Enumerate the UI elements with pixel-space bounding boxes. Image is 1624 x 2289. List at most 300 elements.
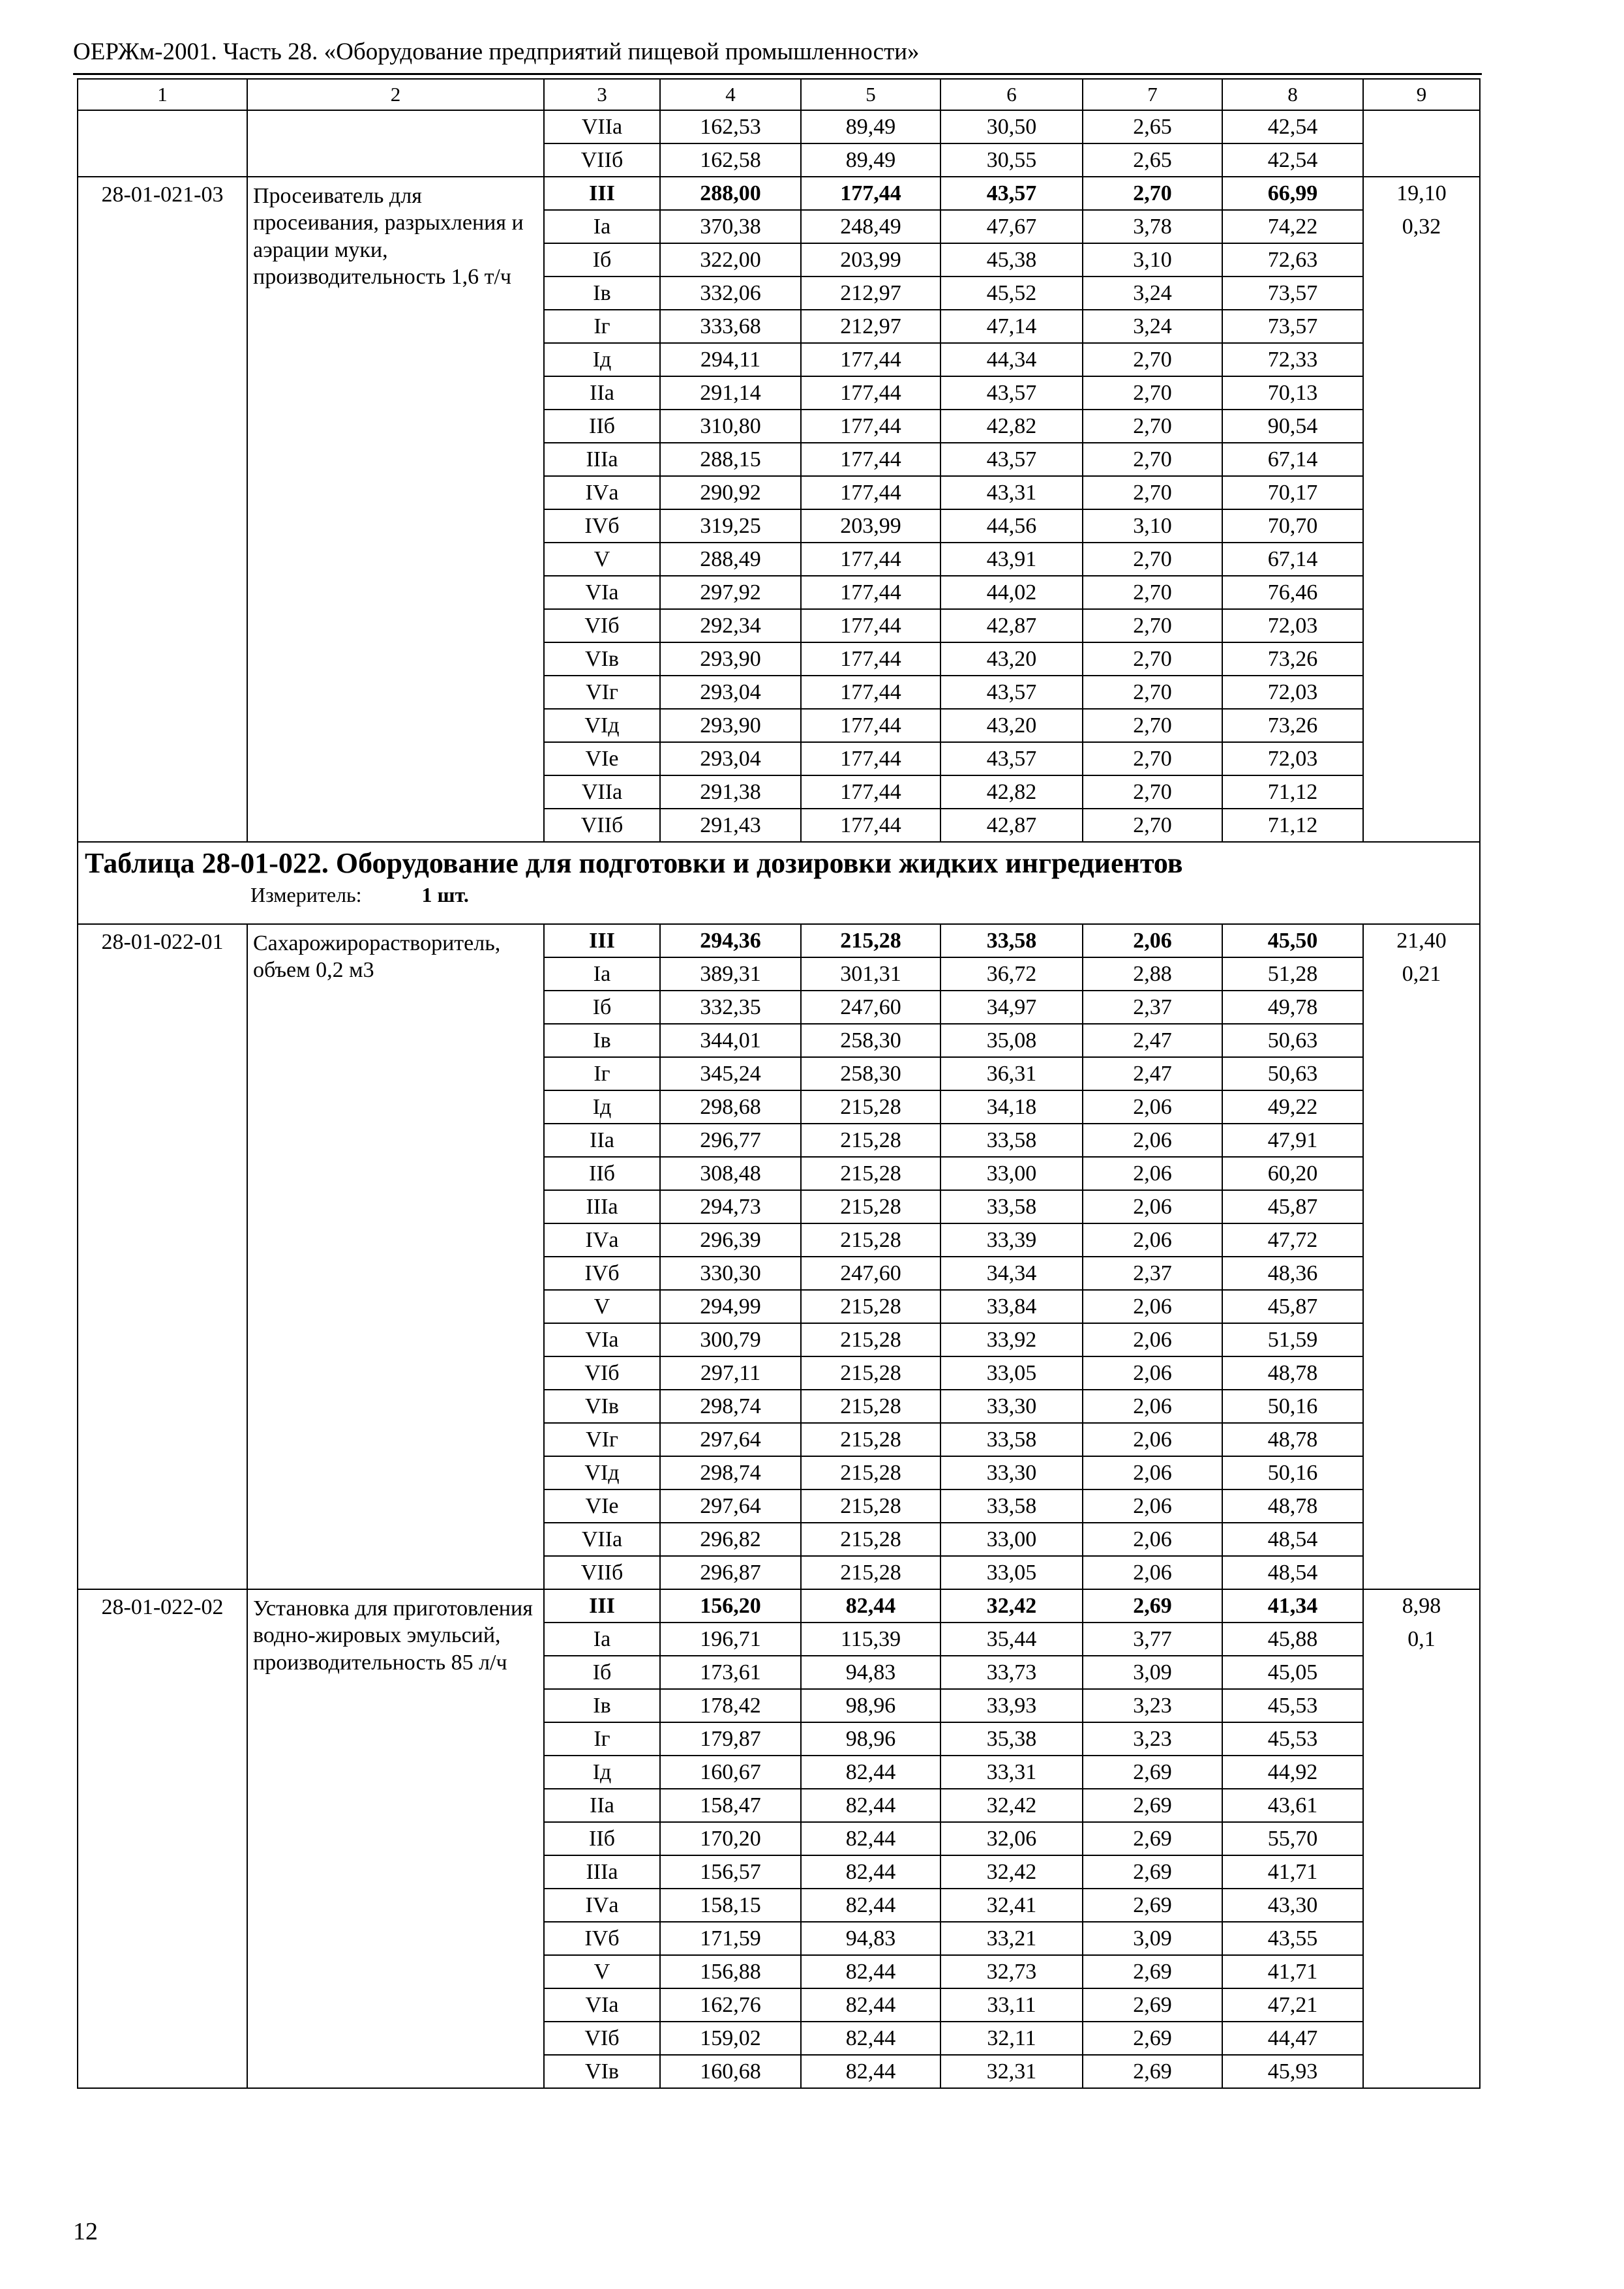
value-cell: 2,65 [1083,110,1222,143]
value-cell: 2,06 [1083,1556,1222,1589]
col9-cell [1363,1489,1480,1523]
value-cell: 49,78 [1222,991,1363,1024]
value-cell: 173,61 [660,1656,801,1689]
value-cell: 32,41 [940,1889,1083,1922]
value-cell: 2,06 [1083,1523,1222,1556]
region-code-cell: V [544,1955,660,1988]
value-cell: 332,06 [660,277,801,310]
region-code-cell: IIIа [544,1190,660,1223]
value-cell: 389,31 [660,957,801,991]
col9-cell [1363,410,1480,443]
item-code: 28-01-022-01 [78,924,247,1589]
value-cell: 47,67 [940,210,1083,243]
value-cell: 42,82 [940,775,1083,809]
col9-cell [1363,1124,1480,1157]
value-cell: 36,72 [940,957,1083,991]
value-cell: 71,12 [1222,775,1363,809]
value-cell: 177,44 [801,343,940,376]
col9-cell [1363,1523,1480,1556]
value-cell: 94,83 [801,1656,940,1689]
value-cell: 45,53 [1222,1689,1363,1722]
value-cell: 2,70 [1083,443,1222,476]
col9-cell [1363,1024,1480,1057]
value-cell: 177,44 [801,775,940,809]
region-code-cell: VIа [544,1988,660,2022]
page-number: 12 [73,2218,98,2245]
value-cell: 43,20 [940,642,1083,676]
page-header: ОЕРЖм-2001. Часть 28. «Оборудование предприятий пищевой промышленности» [73,38,920,65]
region-code-cell: Iг [544,1722,660,1756]
value-cell: 3,24 [1083,310,1222,343]
code-cell [78,110,247,177]
region-code-cell: IIб [544,410,660,443]
value-cell: 82,44 [801,1855,940,1889]
value-cell: 42,54 [1222,110,1363,143]
value-cell: 33,30 [940,1456,1083,1489]
region-code-cell: VIIа [544,775,660,809]
value-cell: 98,96 [801,1689,940,1722]
value-cell: 203,99 [801,509,940,543]
value-cell: 60,20 [1222,1157,1363,1190]
col9-cell [1363,443,1480,476]
col9-cell [1363,1955,1480,1988]
value-cell: 48,54 [1222,1523,1363,1556]
region-code-cell: VIIа [544,1523,660,1556]
region-code-cell: Iа [544,957,660,991]
section-header [78,842,1480,924]
value-cell: 2,69 [1083,1889,1222,1922]
col9-cell [1363,1789,1480,1822]
value-cell: 44,47 [1222,2022,1363,2055]
col9-cell [1363,1190,1480,1223]
value-cell: 33,58 [940,924,1083,957]
region-code-cell: Iб [544,243,660,277]
value-cell: 33,05 [940,1556,1083,1589]
value-cell: 297,64 [660,1423,801,1456]
value-cell: 43,31 [940,476,1083,509]
value-cell: 35,38 [940,1722,1083,1756]
table-row [78,110,1480,143]
value-cell: 34,18 [940,1090,1083,1124]
value-cell: 2,70 [1083,742,1222,775]
value-cell: 332,35 [660,991,801,1024]
value-cell: 2,69 [1083,1822,1222,1855]
value-cell: 41,71 [1222,1855,1363,1889]
col9-cell [1363,243,1480,277]
value-cell: 177,44 [801,410,940,443]
value-cell: 297,64 [660,1489,801,1523]
value-cell: 33,93 [940,1689,1083,1722]
region-code-cell: VIIа [544,110,660,143]
value-cell: 215,28 [801,1456,940,1489]
col9-cell: 0,32 [1363,210,1480,243]
col9-cell [1363,110,1480,143]
col9-cell [1363,1556,1480,1589]
col9-cell [1363,310,1480,343]
value-cell: 2,70 [1083,576,1222,609]
value-cell: 2,47 [1083,1057,1222,1090]
column-number: 3 [544,79,660,110]
value-cell: 178,42 [660,1689,801,1722]
value-cell: 162,58 [660,143,801,177]
value-cell: 42,87 [940,609,1083,642]
col9-cell [1363,376,1480,410]
region-code-cell: V [544,1290,660,1323]
value-cell: 32,73 [940,1955,1083,1988]
value-cell: 33,58 [940,1124,1083,1157]
value-cell: 33,58 [940,1489,1083,1523]
value-cell: 215,28 [801,1489,940,1523]
value-cell: 177,44 [801,809,940,842]
region-code-cell: IVа [544,1889,660,1922]
value-cell: 294,99 [660,1290,801,1323]
value-cell: 45,52 [940,277,1083,310]
value-cell: 2,70 [1083,410,1222,443]
value-cell: 32,42 [940,1589,1083,1623]
column-number: 9 [1363,79,1480,110]
col9-cell [1363,2055,1480,2088]
region-code-cell: VIг [544,676,660,709]
value-cell: 215,28 [801,1356,940,1390]
value-cell: 2,70 [1083,376,1222,410]
value-cell: 50,16 [1222,1390,1363,1423]
column-number: 7 [1083,79,1222,110]
value-cell: 293,90 [660,709,801,742]
item-name: Просеиватель для просеивания, разрыхления и аэрации муки, производительность 1,6 т/ч [247,177,544,842]
value-cell: 293,04 [660,742,801,775]
value-cell: 294,36 [660,924,801,957]
value-cell: 41,71 [1222,1955,1363,1988]
value-cell: 98,96 [801,1722,940,1756]
value-cell: 215,28 [801,1423,940,1456]
value-cell: 2,69 [1083,1756,1222,1789]
value-cell: 2,06 [1083,1456,1222,1489]
col9-cell [1363,509,1480,543]
value-cell: 177,44 [801,177,940,210]
value-cell: 33,58 [940,1423,1083,1456]
value-cell: 33,39 [940,1223,1083,1257]
value-cell: 162,76 [660,1988,801,2022]
column-number: 5 [801,79,940,110]
value-cell: 2,06 [1083,1157,1222,1190]
col9-cell [1363,642,1480,676]
value-cell: 162,53 [660,110,801,143]
value-cell: 36,31 [940,1057,1083,1090]
region-code-cell: VIг [544,1423,660,1456]
column-number: 8 [1222,79,1363,110]
value-cell: 47,72 [1222,1223,1363,1257]
value-cell: 50,63 [1222,1024,1363,1057]
region-code-cell: VIIб [544,1556,660,1589]
value-cell: 301,31 [801,957,940,991]
value-cell: 215,28 [801,1190,940,1223]
col9-cell [1363,1223,1480,1257]
value-cell: 293,04 [660,676,801,709]
value-cell: 215,28 [801,1223,940,1257]
col9-cell [1363,543,1480,576]
col9-cell [1363,775,1480,809]
value-cell: 2,70 [1083,709,1222,742]
value-cell: 2,70 [1083,642,1222,676]
col9-cell [1363,1456,1480,1489]
value-cell: 3,09 [1083,1922,1222,1955]
col9-cell [1363,1390,1480,1423]
value-cell: 72,33 [1222,343,1363,376]
value-cell: 258,30 [801,1057,940,1090]
col9-cell [1363,1855,1480,1889]
value-cell: 300,79 [660,1323,801,1356]
region-code-cell: III [544,924,660,957]
value-cell: 177,44 [801,676,940,709]
value-cell: 196,71 [660,1623,801,1656]
region-code-cell: VIв [544,2055,660,2088]
col9-cell [1363,676,1480,709]
value-cell: 45,87 [1222,1190,1363,1223]
col9-cell [1363,1889,1480,1922]
value-cell: 71,12 [1222,809,1363,842]
value-cell: 3,10 [1083,243,1222,277]
region-code-cell: Iв [544,1024,660,1057]
value-cell: 82,44 [801,1789,940,1822]
unit-label: Измеритель: [250,883,362,906]
column-number: 2 [247,79,544,110]
col9-cell [1363,2022,1480,2055]
value-cell: 215,28 [801,1090,940,1124]
value-cell: 2,06 [1083,924,1222,957]
value-cell: 67,14 [1222,543,1363,576]
value-cell: 82,44 [801,1756,940,1789]
region-code-cell: Iд [544,1090,660,1124]
value-cell: 94,83 [801,1922,940,1955]
region-code-cell: Iд [544,1756,660,1789]
value-cell: 73,26 [1222,709,1363,742]
region-code-cell: VIд [544,1456,660,1489]
region-code-cell: III [544,1589,660,1623]
value-cell: 82,44 [801,1589,940,1623]
value-cell: 291,38 [660,775,801,809]
value-cell: 50,63 [1222,1057,1363,1090]
value-cell: 215,28 [801,1124,940,1157]
region-code-cell: VIд [544,709,660,742]
value-cell: 156,88 [660,1955,801,1988]
region-code-cell: VIа [544,576,660,609]
value-cell: 30,55 [940,143,1083,177]
value-cell: 76,46 [1222,576,1363,609]
value-cell: 177,44 [801,709,940,742]
col9-cell [1363,1722,1480,1756]
value-cell: 177,44 [801,543,940,576]
value-cell: 48,78 [1222,1423,1363,1456]
value-cell: 177,44 [801,376,940,410]
region-code-cell: Iг [544,1057,660,1090]
value-cell: 42,87 [940,809,1083,842]
value-cell: 288,49 [660,543,801,576]
value-cell: 70,13 [1222,376,1363,410]
col9-cell [1363,1689,1480,1722]
value-cell: 248,49 [801,210,940,243]
col9-cell [1363,1656,1480,1689]
value-cell: 44,02 [940,576,1083,609]
value-cell: 44,92 [1222,1756,1363,1789]
table-row [78,177,1480,210]
value-cell: 32,42 [940,1789,1083,1822]
value-cell: 3,23 [1083,1722,1222,1756]
region-code-cell: Iб [544,1656,660,1689]
region-code-cell: IIа [544,376,660,410]
value-cell: 43,57 [940,443,1083,476]
region-code-cell: Iа [544,210,660,243]
value-cell: 170,20 [660,1822,801,1855]
value-cell: 89,49 [801,143,940,177]
value-cell: 43,91 [940,543,1083,576]
value-cell: 42,54 [1222,143,1363,177]
value-cell: 330,30 [660,1257,801,1290]
value-cell: 296,77 [660,1124,801,1157]
column-number: 6 [940,79,1083,110]
value-cell: 177,44 [801,742,940,775]
region-code-cell: IVб [544,1257,660,1290]
value-cell: 159,02 [660,2022,801,2055]
value-cell: 298,74 [660,1390,801,1423]
col9-cell [1363,991,1480,1024]
value-cell: 2,37 [1083,1257,1222,1290]
value-cell: 70,17 [1222,476,1363,509]
col9-cell [1363,1423,1480,1456]
value-cell: 215,28 [801,1157,940,1190]
value-cell: 296,87 [660,1556,801,1589]
value-cell: 296,39 [660,1223,801,1257]
value-cell: 32,06 [940,1822,1083,1855]
value-cell: 32,31 [940,2055,1083,2088]
col9-cell [1363,709,1480,742]
region-code-cell: VIб [544,609,660,642]
value-cell: 288,00 [660,177,801,210]
col9-cell [1363,1756,1480,1789]
table-row [78,1589,1480,1623]
value-cell: 215,28 [801,1290,940,1323]
value-cell: 43,55 [1222,1922,1363,1955]
price-table [77,78,1481,2089]
value-cell: 158,47 [660,1789,801,1822]
region-code-cell: III [544,177,660,210]
value-cell: 247,60 [801,1257,940,1290]
col9-cell [1363,1822,1480,1855]
region-code-cell: IVб [544,509,660,543]
value-cell: 288,15 [660,443,801,476]
value-cell: 2,65 [1083,143,1222,177]
region-code-cell: VIб [544,1356,660,1390]
unit-value: 1 шт. [421,883,469,906]
region-code-cell: V [544,543,660,576]
value-cell: 297,11 [660,1356,801,1390]
value-cell: 33,31 [940,1756,1083,1789]
value-cell: 47,21 [1222,1988,1363,2022]
value-cell: 179,87 [660,1722,801,1756]
value-cell: 3,77 [1083,1623,1222,1656]
value-cell: 177,44 [801,443,940,476]
value-cell: 212,97 [801,310,940,343]
value-cell: 2,70 [1083,177,1222,210]
unit-line [250,884,1473,906]
value-cell: 73,26 [1222,642,1363,676]
value-cell: 345,24 [660,1057,801,1090]
value-cell: 2,70 [1083,343,1222,376]
value-cell: 215,28 [801,1390,940,1423]
col9-cell [1363,1290,1480,1323]
col9-cell [1363,1988,1480,2022]
item-code: 28-01-022-02 [78,1589,247,2088]
col9-cell: 0,21 [1363,957,1480,991]
value-cell: 177,44 [801,476,940,509]
value-cell: 2,70 [1083,476,1222,509]
value-cell: 2,37 [1083,991,1222,1024]
name-cell [247,110,544,177]
value-cell: 293,90 [660,642,801,676]
region-code-cell: IIб [544,1822,660,1855]
col9-cell [1363,277,1480,310]
value-cell: 294,11 [660,343,801,376]
value-cell: 45,93 [1222,2055,1363,2088]
value-cell: 2,70 [1083,543,1222,576]
col9-cell [1363,1356,1480,1390]
value-cell: 51,28 [1222,957,1363,991]
value-cell: 2,06 [1083,1124,1222,1157]
value-cell: 333,68 [660,310,801,343]
value-cell: 2,88 [1083,957,1222,991]
col9-cell [1363,1323,1480,1356]
value-cell: 258,30 [801,1024,940,1057]
value-cell: 43,57 [940,376,1083,410]
value-cell: 32,11 [940,2022,1083,2055]
value-cell: 73,57 [1222,310,1363,343]
value-cell: 2,06 [1083,1090,1222,1124]
value-cell: 319,25 [660,509,801,543]
value-cell: 2,69 [1083,1955,1222,1988]
value-cell: 2,69 [1083,1589,1222,1623]
value-cell: 33,05 [940,1356,1083,1390]
value-cell: 203,99 [801,243,940,277]
value-cell: 2,70 [1083,775,1222,809]
value-cell: 33,11 [940,1988,1083,2022]
region-code-cell: IIа [544,1124,660,1157]
value-cell: 177,44 [801,576,940,609]
value-cell: 32,42 [940,1855,1083,1889]
value-cell: 294,73 [660,1190,801,1223]
value-cell: 156,20 [660,1589,801,1623]
value-cell: 2,69 [1083,1988,1222,2022]
region-code-cell: VIв [544,1390,660,1423]
value-cell: 2,06 [1083,1356,1222,1390]
value-cell: 45,05 [1222,1656,1363,1689]
col9-cell: 8,98 [1363,1589,1480,1623]
value-cell: 44,56 [940,509,1083,543]
value-cell: 290,92 [660,476,801,509]
value-cell: 298,68 [660,1090,801,1124]
col9-cell: 19,10 [1363,177,1480,210]
value-cell: 33,21 [940,1922,1083,1955]
value-cell: 33,84 [940,1290,1083,1323]
value-cell: 72,03 [1222,676,1363,709]
value-cell: 90,54 [1222,410,1363,443]
value-cell: 48,78 [1222,1356,1363,1390]
region-code-cell: IIIа [544,1855,660,1889]
column-number-row [78,79,1480,110]
value-cell: 2,06 [1083,1190,1222,1223]
region-code-cell: IVа [544,476,660,509]
region-code-cell: Iд [544,343,660,376]
value-cell: 33,92 [940,1323,1083,1356]
value-cell: 45,50 [1222,924,1363,957]
